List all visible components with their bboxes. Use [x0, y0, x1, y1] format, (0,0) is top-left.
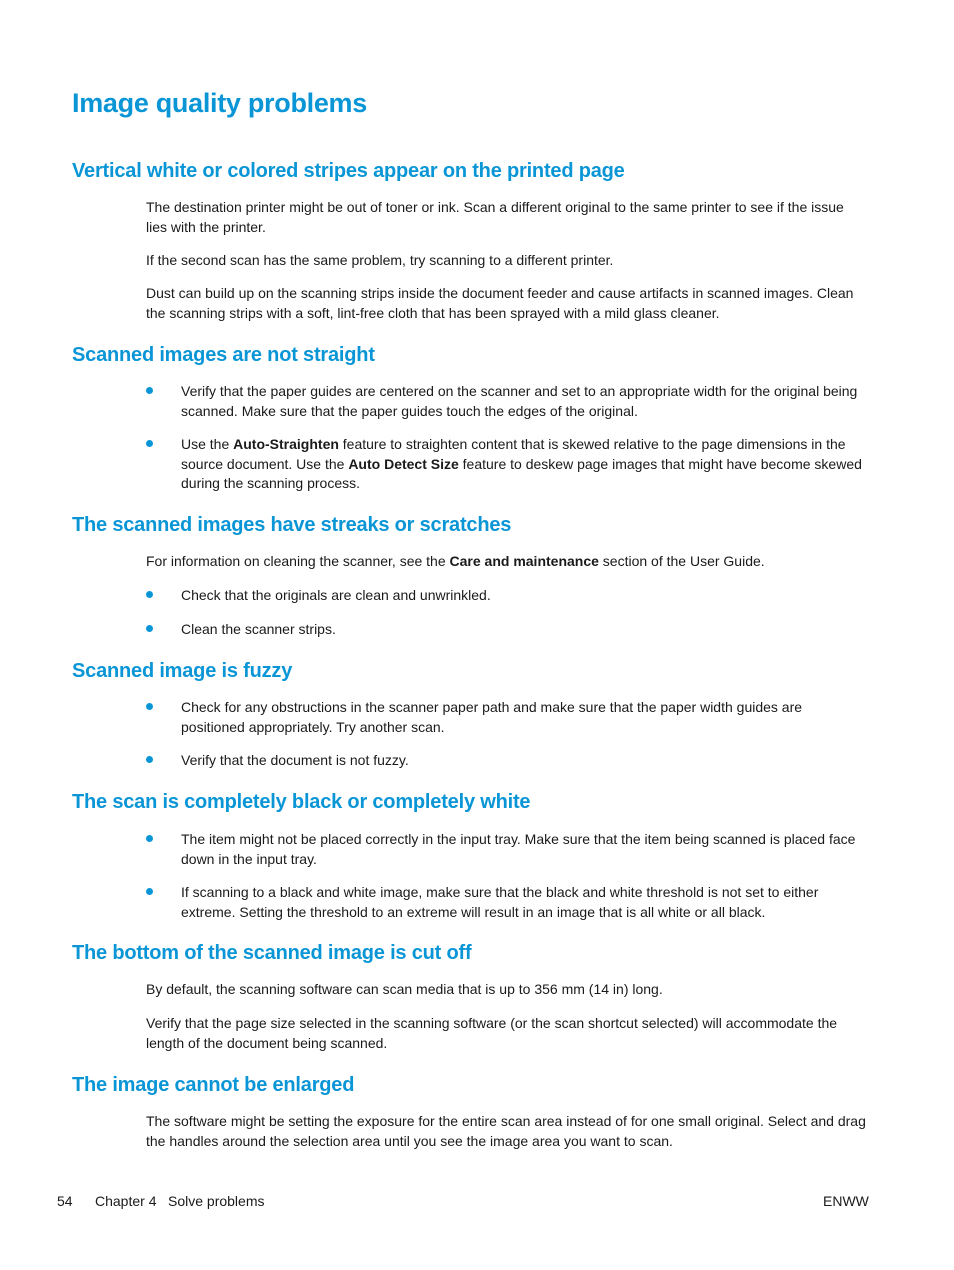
heading-black-white: The scan is completely black or completely white: [72, 791, 531, 813]
bullet-icon: [146, 756, 153, 763]
heading-stripes: Vertical white or colored stripes appear on the printed page: [72, 160, 625, 182]
page-number: 54: [57, 1193, 73, 1209]
bullet-icon: [146, 835, 153, 842]
bold-term: Auto Detect Size: [348, 455, 459, 472]
bullet-icon: [146, 888, 153, 895]
list-item-text: Check that the originals are clean and unwrinkled.: [181, 587, 491, 603]
paragraph: Verify that the page size selected in the scanning software (or the scan shortcut selected) will accommodate the length of the document being scanned.: [146, 1015, 838, 1051]
bold-term: Auto-Straighten: [233, 436, 339, 452]
footer-chapter-title: Solve problems: [168, 1193, 265, 1209]
list-item-text: Clean the scanner strips.: [181, 621, 336, 637]
bullet-icon: [146, 625, 153, 632]
bullet-icon: [146, 387, 153, 394]
heading-cut-off: The bottom of the scanned image is cut off: [72, 942, 472, 964]
list-item-text: Verify that the document is not fuzzy.: [181, 752, 409, 768]
bold-term: Care and maintenance: [449, 553, 599, 569]
bullet-icon: [146, 591, 153, 598]
footer-code: ENWW: [823, 1193, 869, 1209]
paragraph: Dust can build up on the scanning strips inside the document feeder and cause artifacts in scanned images. Clean the scanning strips with a soft, lint-free cloth that has been sprayed with a mild glass cleaner.: [146, 285, 854, 321]
paragraph: For information on cleaning the scanner, see the Care and maintenance section of the User Guide.: [146, 553, 765, 569]
bullet-icon: [146, 703, 153, 710]
heading-not-straight: Scanned images are not straight: [72, 344, 375, 366]
paragraph: The software might be setting the exposure for the entire scan area instead of for one small original. Select and drag the handles around the selection area until you see the image area you want to scan.: [146, 1113, 866, 1149]
list-item-text: Check for any obstructions in the scanner paper path and make sure that the paper width guides are positioned appropriately. Try another scan.: [181, 699, 803, 735]
paragraph: The destination printer might be out of toner or ink. Scan a different original to the same printer to see if the issue lies with the printer.: [146, 199, 844, 235]
heading-streaks: The scanned images have streaks or scratches: [72, 514, 512, 536]
list-item-text: Verify that the paper guides are centered on the scanner and set to an appropriate width for the original being scanned. Make sure that the paper guides touch the edges of the original.: [181, 383, 858, 419]
paragraph: If the second scan has the same problem, try scanning to a different printer.: [146, 252, 614, 268]
list-item-text: The item might not be placed correctly in the input tray. Make sure that the item being scanned is placed face down in the input tray.: [181, 831, 856, 867]
bullet-icon: [146, 440, 153, 447]
list-item-text: If scanning to a black and white image, make sure that the black and white threshold is not set to either extreme. Setting the threshold to an extreme will result in an image that is all white or all black.: [181, 884, 819, 920]
list-item-text: Use the Auto-Straighten feature to straighten content that is skewed relative to the page dimensions in the source document. Use the Auto Detect Size feature to deskew page images that might have become skewed during the scanning process.: [181, 436, 862, 491]
heading-cannot-enlarge: The image cannot be enlarged: [72, 1074, 355, 1096]
footer-chapter: Chapter 4: [95, 1193, 157, 1209]
paragraph: By default, the scanning software can scan media that is up to 356 mm (14 in) long.: [146, 981, 663, 997]
page-title: Image quality problems: [72, 88, 367, 118]
heading-fuzzy: Scanned image is fuzzy: [72, 660, 293, 682]
